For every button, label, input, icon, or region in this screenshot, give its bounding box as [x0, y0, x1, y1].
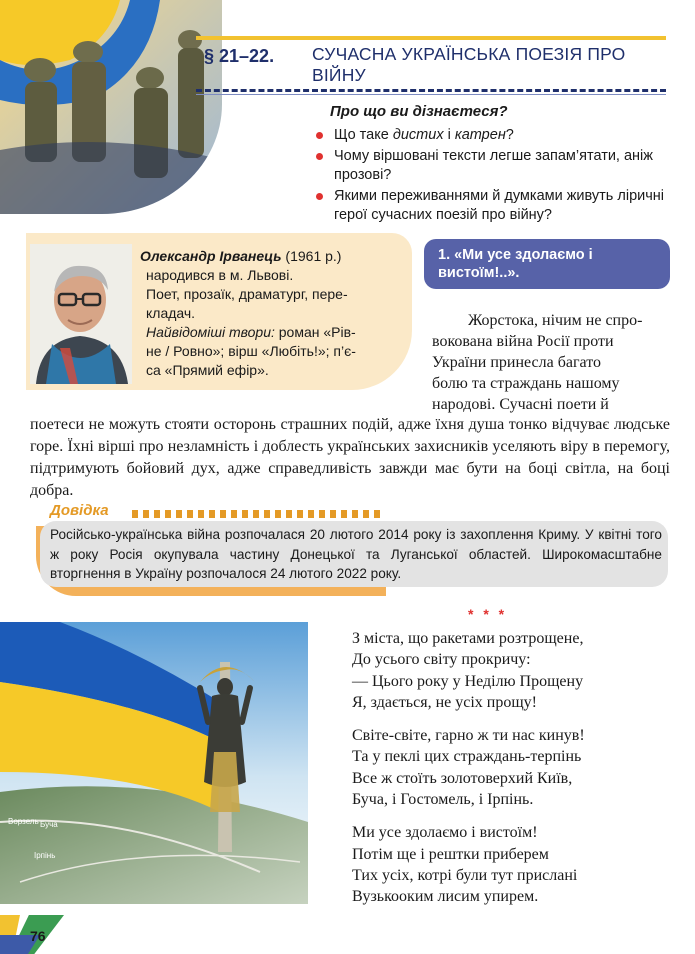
reference-label: Довідка [50, 502, 109, 519]
intro-text-right: Жорстока, нічим не спро- вокована війна Росії проти України принесла багато болю та страждань нашому народові. Сучасні поети й [432, 312, 643, 413]
author-bio: Олександр Ірванець (1961 р.) народився в м. Львові. Поет, прозаїк, драматург, пере- кладач. Найвідоміші твори: роман «Рів- не / Ровно»; вірш «Любіть!»; п’є- са «Прямий ефір». [140, 248, 356, 378]
heading-dashed-divider [196, 89, 666, 92]
poem-stanza: Світе-світе, гарно ж ти нас кинув! Та у пеклі цих страждань-терпінь Все ж стоїть золотоверхий Київ, Буча, і Гостомель, і Ірпінь. [352, 727, 585, 809]
monument-flag-illustration [0, 622, 308, 904]
soldiers-illustration [0, 0, 222, 214]
author-name: Олександр Ірванець [140, 248, 282, 264]
map-label-vorzel: Ворзель [8, 817, 39, 826]
poem-separator: * * * [468, 606, 508, 622]
poem-stanza: З міста, що ракетами розтрощене, До усього світу прокричу: — Цього року у Неділю Прощену Я, здається, не усіх прощу! [352, 630, 584, 711]
heading-top-line [196, 36, 666, 40]
intro-text-full: поетеси не можуть стояти осторонь страшних подій, адже їхня душа тонко відчуває людське горе. Їхні вірші про незламність і доблесть українських захисників уселяють віру в перемогу, підтримують бойовий дух, адже справедливість завжди має бути на боці світла, на боці добра. [30, 416, 670, 499]
subsection-tab: 1. «Ми усе здолаємо і вистоїм!..». [424, 239, 670, 289]
list-item: Що таке дистих і катрен? [312, 126, 674, 145]
reference-box: Російсько-українська війна розпочалася 20 лютого 2014 року із захоплення Криму. У квітні того ж року Росія окупувала частину Донецької та Луганської областей. Широкомасштабне вторгнення в Україну розпочалося 24 лютого 2022 року. [40, 521, 668, 587]
author-photo [30, 244, 132, 384]
map-label-bucha: Буча [40, 820, 58, 829]
section-number: § 21–22. [204, 46, 275, 66]
map-label-irpin: Ірпінь [34, 851, 56, 860]
list-item: Якими переживаннями й думками живуть ліричні герої сучасних поезій про війну? [312, 187, 674, 225]
section-title: СУЧАСНА УКРАЇНСЬКА ПОЕЗІЯ ПРО ВІЙНУ [312, 44, 626, 85]
page-number: 76 [30, 928, 46, 944]
learn-title: Про що ви дізнаєтеся? [330, 103, 508, 120]
poem [352, 628, 672, 920]
poem-stanza: Ми усе здолаємо і вистоїм! Потім ще і рештки приберем Тих усіх, котрі були тут прислані Вузькооким лисим упирем. [352, 824, 578, 906]
learn-list [312, 126, 674, 227]
reference-dotted-line [132, 510, 382, 518]
list-item: Чому віршовані тексти легше запам’ятати, аніж прозові? [312, 147, 674, 185]
heading-divider [196, 94, 666, 95]
